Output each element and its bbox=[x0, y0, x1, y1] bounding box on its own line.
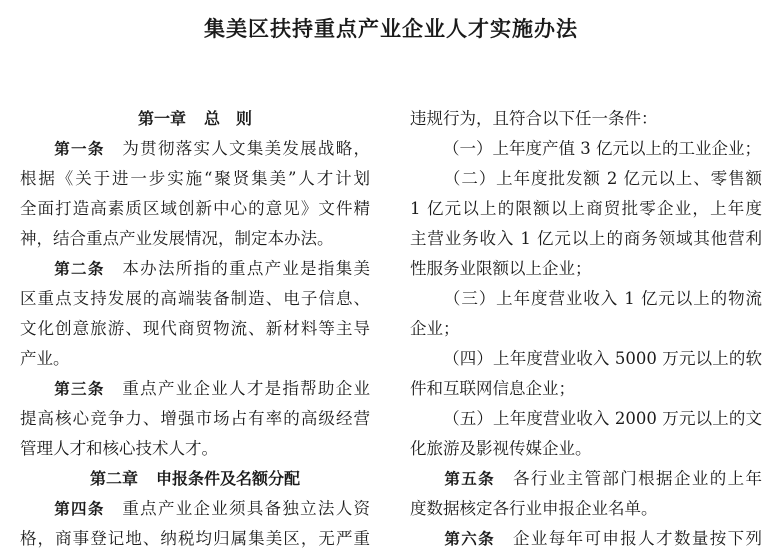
paragraph-line: 文化创意旅游、现代商贸物流、新材料等主导 bbox=[20, 319, 370, 338]
article-label: 第六条 bbox=[443, 530, 496, 548]
paragraph-line: 根据《关于进一步实施“聚贤集美”人才计划 bbox=[20, 169, 370, 188]
chapter-heading bbox=[20, 104, 370, 134]
paragraph-line: 1 亿元以上的限额以上商贸批零企业，上年度 bbox=[410, 199, 762, 218]
left-column bbox=[20, 104, 370, 554]
paragraph-line: 产业。 bbox=[20, 349, 70, 368]
paragraph-line: 第四条 重点产业企业须具备独立法人资 bbox=[53, 499, 370, 518]
chapter-title: 总 则 bbox=[204, 109, 253, 128]
paragraph-line: 化旅游及影视传媒企业。 bbox=[410, 439, 592, 458]
right-column bbox=[410, 104, 762, 554]
paragraph-line: （一）上年度产值 3 亿元以上的工业企业； bbox=[443, 139, 761, 158]
paragraph-line: 性服务业限额以上企业； bbox=[410, 259, 592, 278]
paragraph-line: 管理人才和核心技术人才。 bbox=[20, 439, 218, 458]
paragraph-line: （三）上年度营业收入 1 亿元以上的物流 bbox=[443, 289, 762, 308]
paragraph-line: 第二条 本办法所指的重点产业是指集美 bbox=[53, 259, 370, 278]
article-label: 第四条 bbox=[53, 500, 105, 518]
paragraph-line: 提高核心竞争力、增强市场占有率的高级经营 bbox=[20, 409, 370, 428]
article-label: 第二条 bbox=[53, 260, 105, 278]
paragraph-line: 全面打造高素质区域创新中心的意见》文件精 bbox=[20, 199, 370, 218]
paragraph-line: （二）上年度批发额 2 亿元以上、零售额 bbox=[443, 169, 762, 188]
paragraph-line: 神，结合重点产业发展情况，制定本办法。 bbox=[20, 229, 334, 248]
chapter-heading bbox=[20, 464, 370, 494]
paragraph-line: 件和互联网信息企业； bbox=[410, 379, 575, 398]
paragraph-line: （五）上年度营业收入 2000 万元以上的文 bbox=[443, 409, 762, 428]
article-label: 第三条 bbox=[53, 380, 105, 398]
paragraph-line: 第一条 为贯彻落实人文集美发展战略， bbox=[53, 139, 370, 158]
document-title: 集美区扶持重点产业企业人才实施办法 bbox=[204, 17, 578, 41]
paragraph-line: 第五条 各行业主管部门根据企业的上年 bbox=[443, 469, 762, 488]
paragraph-line: 格，商事登记地、纳税均归属集美区，无严重 bbox=[20, 529, 370, 548]
article-label: 第五条 bbox=[443, 470, 496, 488]
chapter-title: 申报条件及名额分配 bbox=[156, 469, 301, 488]
paragraph-line: 第三条 重点产业企业人才是指帮助企业 bbox=[53, 379, 370, 398]
chapter-number: 第二章 bbox=[89, 469, 138, 488]
chapter-number: 第一章 bbox=[137, 109, 186, 128]
article-label: 第一条 bbox=[53, 140, 105, 158]
paragraph-line: 第六条 企业每年可申报人才数量按下列 bbox=[443, 529, 762, 548]
paragraph-line: 企业； bbox=[410, 319, 460, 338]
paragraph-line: （四）上年度营业收入 5000 万元以上的软 bbox=[443, 349, 762, 368]
paragraph-line: 度数据核定各行业申报企业名单。 bbox=[410, 499, 658, 518]
paragraph-line: 违规行为，且符合以下任一条件： bbox=[410, 109, 658, 128]
paragraph-line: 区重点支持发展的高端装备制造、电子信息、 bbox=[20, 289, 370, 308]
paragraph-line: 主营业务收入 1 亿元以上的商务领域其他营利 bbox=[410, 229, 762, 248]
